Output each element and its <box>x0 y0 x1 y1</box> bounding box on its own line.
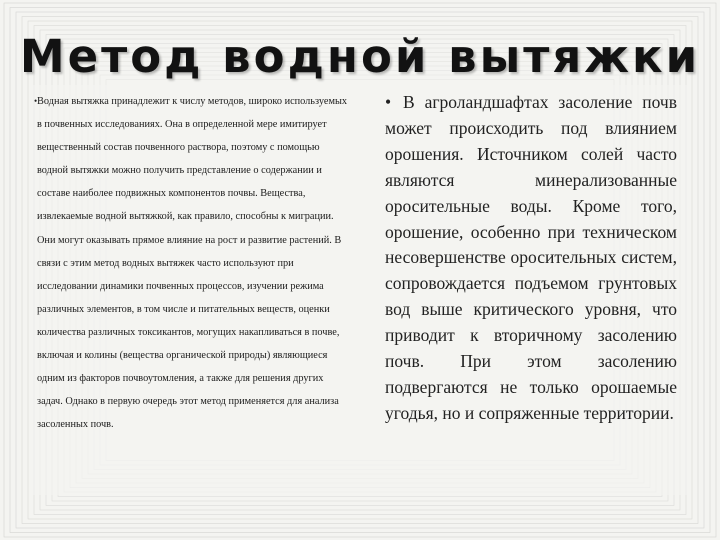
right-paragraph: В агроландшафтах засоление почв может происходить под влиянием орошения. Источником солей часто являются минерализованные оросительные воды. Кроме того, орошение, особенно при техническом несовершенстве оросительных систем, сопровождается подъемом грунтовых вод выше критического уровня, что приводит к вторичному засолению почв. При этом засолению подвергаются не только орошаемые угодья, но и сопряженные территории. <box>385 92 677 423</box>
left-bullet: • <box>34 96 38 106</box>
slide-title: Метод водной вытяжки <box>19 30 701 83</box>
right-bullet: • <box>385 92 392 112</box>
left-text-block <box>34 90 350 436</box>
left-paragraph: Водная вытяжка принадлежит к числу методов, широко используемых в почвенных исследованиях. Она в определенной мере имитирует вещественный состав почвенного раствора, поэтому с помощью водной вытяжки можно получить представление о содержании и составе наиболее подвижных компонентов почвы. Вещества, извлекаемые водной вытяжкой, как правило, способны к миграции. Они могут оказывать прямое влияние на рост и развитие растений. В связи с этим метод водных вытяжек часто используют при исследовании динамики почвенных процессов, изучении режима различных элементов, в том числе и питательных веществ, оценки количества различных токсикантов, могущих накапливаться в почве, включая и колины (вещества органической природы) являющиеся одним из факторов почвоутомления, а также для решения других задач. Однако в первую очередь этот метод применяется для анализа засоленных почв. <box>37 96 348 431</box>
right-text-block <box>385 90 677 427</box>
